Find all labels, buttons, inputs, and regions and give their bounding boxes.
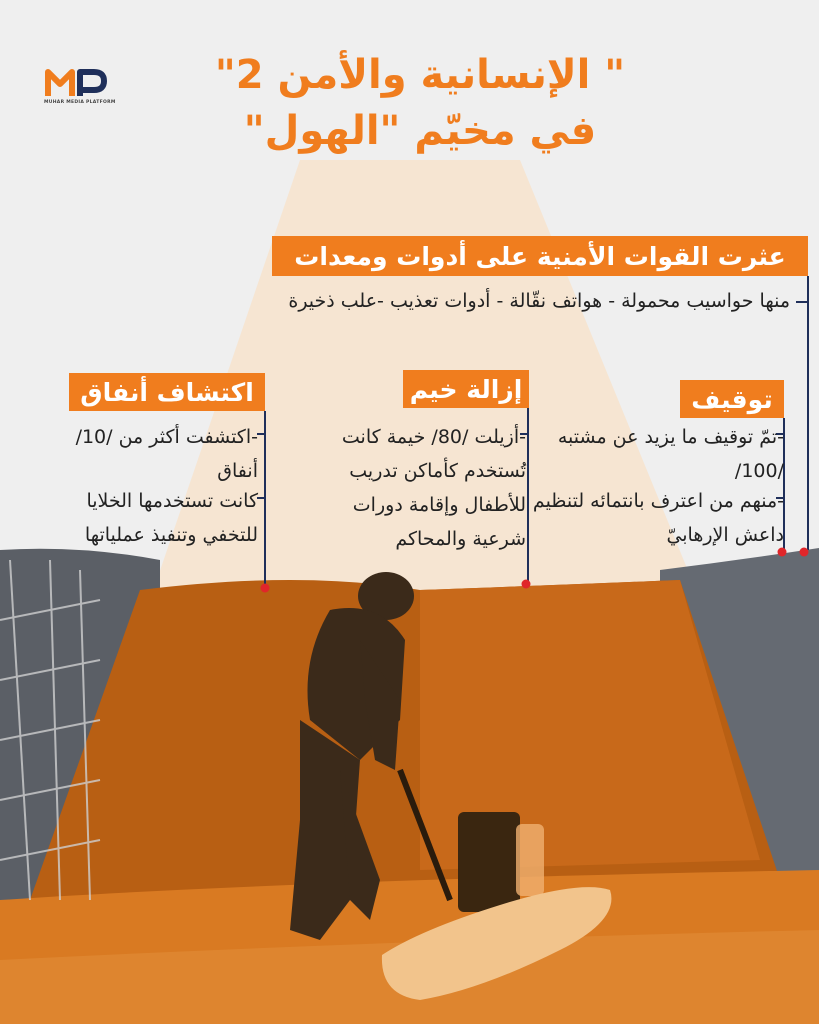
- page-title-line-1: " الإنسانية والأمن 2": [214, 52, 626, 98]
- detention-text-1: -تمّ توقيف ما يزيد عن مشتبه /100/: [557, 426, 784, 482]
- tents-text-1: -أزيلت /80/ خيمة كانت تُستخدم كأماكن تدريب: [341, 426, 526, 482]
- page-title-line-2: في مخيّم "الهول": [243, 108, 597, 154]
- tents-text-2: للأطفال وإقامة دورات شرعية والمحاكم: [352, 494, 526, 550]
- detention-heading: توقيف: [680, 380, 784, 418]
- tunnels-text-1: -اكتشفت أكثر من /10/ أنفاق: [75, 426, 258, 482]
- tunnels-heading: اكتشاف أنفاق: [69, 373, 265, 411]
- detention-text-2: -منهم من اعترف بانتمائه لتنظيم داعش الإرهابيّ: [532, 490, 784, 546]
- equipment-text: منها حواسيب محمولة - هواتف نقّالة - أدوات تعذيب -علب ذخيرة: [288, 290, 790, 312]
- tents-heading: إزالة خيم: [403, 370, 529, 408]
- tunnels-text-2: كانت تستخدمها الخلايا للتخفي وتنفيذ عملياتها: [84, 490, 258, 546]
- equipment-heading: عثرت القوات الأمنية على أدوات ومعدات: [272, 236, 808, 276]
- jerry-can: [458, 812, 520, 912]
- logo-tagline: MUHAR MEDIA PLATFORM: [44, 100, 116, 105]
